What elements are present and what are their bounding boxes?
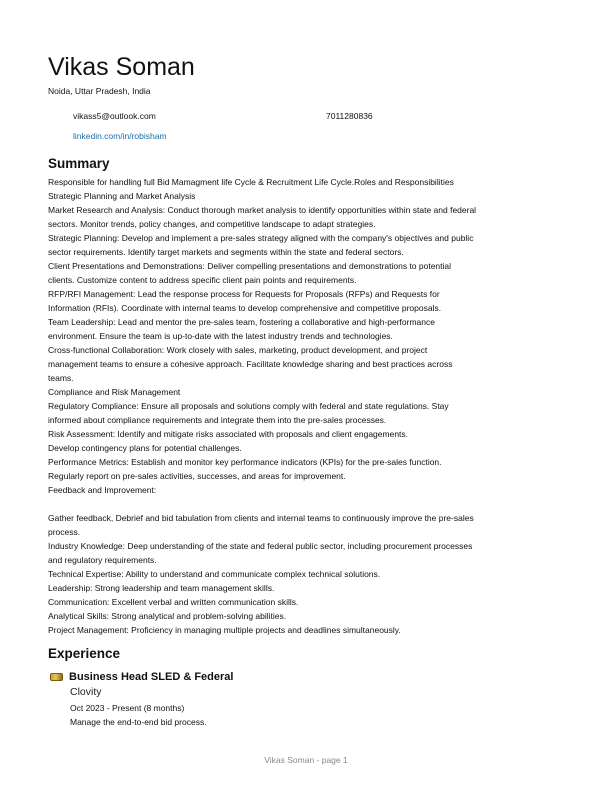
page-footer: Vikas Soman - page 1: [264, 755, 348, 765]
summary-line: Regularly report on pre-sales activities, successes, and areas for improvement.: [48, 471, 346, 481]
summary-line: environment. Ensure the team is up-to-date with the latest industry trends and technologies.: [48, 331, 393, 341]
summary-line: Team Leadership: Lead and mentor the pre-sales team, fostering a collaborative and high-performance: [48, 317, 435, 327]
experience-heading: Experience: [48, 646, 121, 661]
summary-line: Analytical Skills: Strong analytical and problem-solving abilities.: [48, 611, 287, 621]
summary-line: and regulatory requirements.: [48, 555, 157, 565]
job-dates: Oct 2023 - Present (8 months): [70, 703, 185, 713]
phone-number: 7011280836: [326, 111, 373, 121]
summary-line: Performance Metrics: Establish and monitor key performance indicators (KPIs) for the pre-sales function.: [48, 457, 442, 467]
summary-line: Strategic Planning: Develop and implement a pre-sales strategy aligned with the company's objectives and public: [48, 233, 474, 243]
summary-line: Market Research and Analysis: Conduct thorough market analysis to identify opportunities within state and federal: [48, 205, 477, 215]
summary-line: Information (RFIs). Coordinate with internal teams to develop comprehensive and competitive proposals.: [48, 303, 442, 313]
summary-line: informed about compliance requirements and integrate them into the pre-sales processes.: [48, 415, 387, 425]
summary-line: Compliance and Risk Management: [48, 387, 181, 397]
summary-line: teams.: [48, 373, 74, 383]
summary-line: management teams to ensure a cohesive approach. Facilitate knowledge sharing and best practices across: [48, 359, 453, 369]
summary-text: [48, 175, 560, 637]
summary-line: sector requirements. Identify target markets and segments within the state and federal sectors.: [48, 247, 404, 257]
summary-line: [48, 497, 560, 511]
summary-line: Communication: Excellent verbal and written communication skills.: [48, 597, 299, 607]
summary-line: process.: [48, 527, 81, 537]
job-title: Business Head SLED & Federal: [69, 671, 234, 683]
summary-line: Technical Expertise: Ability to understand and communicate complex technical solutions.: [48, 569, 381, 579]
summary-line: Project Management: Proficiency in managing multiple projects and deadlines simultaneously.: [48, 625, 401, 635]
summary-heading: Summary: [48, 156, 110, 171]
summary-line: Regulatory Compliance: Ensure all proposals and solutions comply with federal and state regulations. Stay: [48, 401, 449, 411]
company-name: Clovity: [70, 686, 102, 698]
summary-line: Leadership: Strong leadership and team management skills.: [48, 583, 275, 593]
summary-line: Gather feedback, Debrief and bid tabulation from clients and internal teams to continuously improve the pre-sales: [48, 513, 474, 523]
summary-line: Feedback and Improvement:: [48, 485, 157, 495]
summary-line: sectors. Monitor trends, policy changes, and competitive landscape to adapt strategies.: [48, 219, 376, 229]
summary-line: Client Presentations and Demonstrations: Deliver compelling presentations and demonstrations to potential: [48, 261, 452, 271]
candidate-location: Noida, Uttar Pradesh, India: [48, 86, 151, 96]
summary-line: Responsible for handling full Bid Mamagment life Cycle & Recruitment Life Cycle.Roles and Responsibilities: [48, 177, 454, 187]
summary-line: clients. Customize content to address specific client pain points and requirements.: [48, 275, 357, 285]
job-description: Manage the end-to-end bid process.: [70, 717, 207, 727]
summary-line: Risk Assessment: Identify and mitigate risks associated with proposals and client engagements.: [48, 429, 409, 439]
email-address: vikass5@outlook.com: [73, 111, 156, 121]
company-logo-icon: [50, 673, 63, 681]
summary-line: Strategic Planning and Market Analysis: [48, 191, 196, 201]
summary-line: Industry Knowledge: Deep understanding of the state and federal public sector, including procurement processes: [48, 541, 473, 551]
summary-line: Develop contingency plans for potential challenges.: [48, 443, 242, 453]
summary-line: RFP/RFI Management: Lead the response process for Requests for Proposals (RFPs) and Requests for: [48, 289, 440, 299]
linkedin-link[interactable]: linkedin.com/in/robisham: [73, 131, 167, 141]
summary-line: Cross-functional Collaboration: Work closely with sales, marketing, product development, and project: [48, 345, 428, 355]
candidate-name: Vikas Soman: [48, 53, 195, 81]
